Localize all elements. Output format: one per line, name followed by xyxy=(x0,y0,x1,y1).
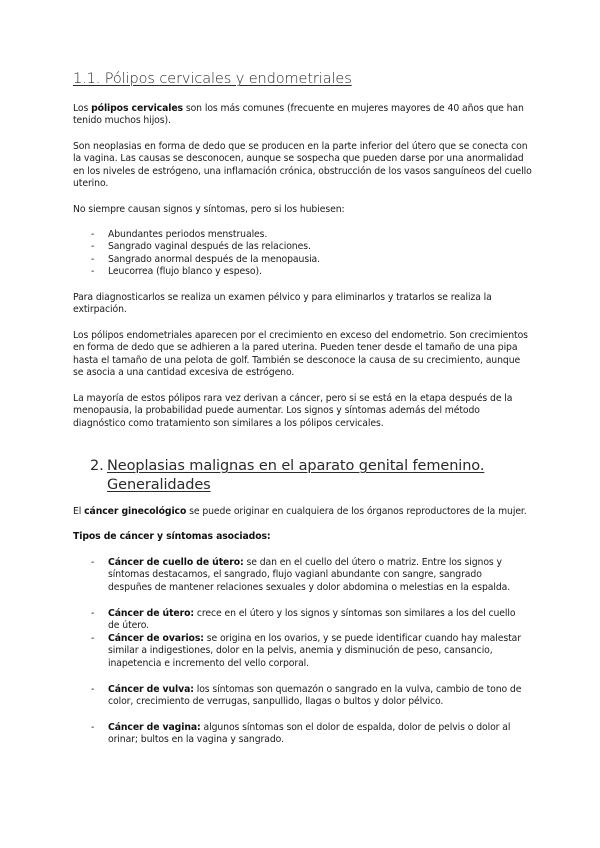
list-item-vulvar-cancer xyxy=(108,684,528,709)
text-run: El xyxy=(73,506,85,517)
paragraph-cervical-polyps xyxy=(73,103,533,128)
bold-term: cáncer ginecológico xyxy=(84,506,187,517)
list-dash: - xyxy=(91,684,95,695)
types-title xyxy=(73,531,533,543)
bold-term: Cáncer de vulva: xyxy=(108,684,194,695)
paragraph-gynecologic-cancer xyxy=(73,506,553,518)
list-dash: - xyxy=(91,266,95,277)
list-item: Sangrado anormal después de la menopausia. xyxy=(108,254,320,265)
section-heading-1-1: 1.1. Pólipos cervicales y endometriales xyxy=(73,71,352,87)
list-item-cervical-cancer xyxy=(108,557,528,594)
heading-text: Neoplasias malignas en el aparato genital femenino. Generalidades xyxy=(107,458,485,493)
text-run: Los xyxy=(73,103,92,114)
list-dash: - xyxy=(91,241,95,252)
text-run: se puede originar en cualquiera de los órganos reproductores de la mujer. xyxy=(186,506,527,517)
list-item-uterine-cancer xyxy=(108,608,528,633)
list-dash: - xyxy=(91,229,95,240)
bold-term: Cáncer de vagina: xyxy=(108,722,201,733)
bold-term: pólipos cervicales xyxy=(91,103,183,114)
paragraph-endometrial-polyps: Los pólipos endometriales aparecen por el crecimiento en exceso del endometrio. Son crecimientos en forma de dedo que se adhieren a la pared uterina. Pueden tener desde el tamaño de una pipa hasta el tamaño de una pelota de golf. También se desconoce la causa de su crecimiento, aunque se asocia a una cantidad excesiva de estrógeno. xyxy=(73,330,528,379)
text-run: se dan en el cuello del útero o matriz. Entre los signos y síntomas destacamos, el sangrado, flujo vagianl abundante con sangre, sangrado despuñes de mantener relaciones sexuales y dolor abdomina o melestias en la espalda. xyxy=(108,557,511,593)
list-dash: - xyxy=(91,254,95,265)
text-run: crece en el útero y los signos y síntomas son similares a los del cuello de útero. xyxy=(108,608,516,632)
bold-term: Cáncer de útero: xyxy=(108,608,195,619)
list-dash: - xyxy=(91,608,95,619)
text-run: los síntomas son quemazón o sangrado en la vulva, cambio de tono de color, crecimiento de verrugas, sanpullido, llagas o bultos y dolor pélvico. xyxy=(108,684,522,708)
bold-term: Cáncer de ovarios: xyxy=(108,633,204,644)
list-item: Abundantes periodos menstruales. xyxy=(108,229,268,240)
paragraph-diagnosis: Para diagnosticarlos se realiza un examen pélvico y para eliminarlos y tratarlos se realiza la extirpación. xyxy=(73,292,492,316)
list-dash: - xyxy=(91,633,95,644)
heading-number: 2. xyxy=(90,458,104,474)
list-dash: - xyxy=(91,722,95,733)
paragraph-signs-intro: No siempre causan signos y síntomas, pero si los hubiesen: xyxy=(73,204,345,215)
list-item: Sangrado vaginal después de las relaciones. xyxy=(108,241,311,252)
list-item-ovarian-cancer xyxy=(108,633,528,670)
list-dash: - xyxy=(91,557,95,568)
bold-term: Tipos de cáncer y síntomas asociados: xyxy=(73,531,271,542)
text-run: algunos síntomas son el dolor de espalda, dolor de pelvis o dolor al orinar; bultos en la vagina y sangrado. xyxy=(108,722,511,746)
text-run: son los más comunes (frecuente en mujeres mayores de 40 años que han tenido muchos hijos). xyxy=(73,103,524,127)
list-item-vaginal-cancer xyxy=(108,722,528,747)
paragraph-neoplasia-description: Son neoplasias en forma de dedo que se producen en la parte inferior del útero que se conecta con la vagina. Las causas se desconocen, aunque se sospecha que pueden darse por una anormalidad en los niveles de estrógeno, una inflamación crónica, obstrucción de los vasos sanguíneos del cuello uterino. xyxy=(73,141,532,190)
text-run: se origina en los ovarios, y se puede identificar cuando hay malestar similar a indigestiones, dolor en la pelvis, anemia y disminución de peso, cansancio, inapetencia e incremento del vello corporal. xyxy=(108,633,521,669)
bold-term: Cáncer de cuello de útero: xyxy=(108,557,244,568)
paragraph-cancer-risk: La mayoría de estos pólipos rara vez derivan a cáncer, pero si se está en la etapa después de la menopausia, la probabilidad puede aumentar. Los signos y síntomas además del método diagnóstico como tratamiento son similares a los pólipos cervicales. xyxy=(73,393,513,429)
list-item: Leucorrea (flujo blanco y espeso). xyxy=(108,266,262,277)
